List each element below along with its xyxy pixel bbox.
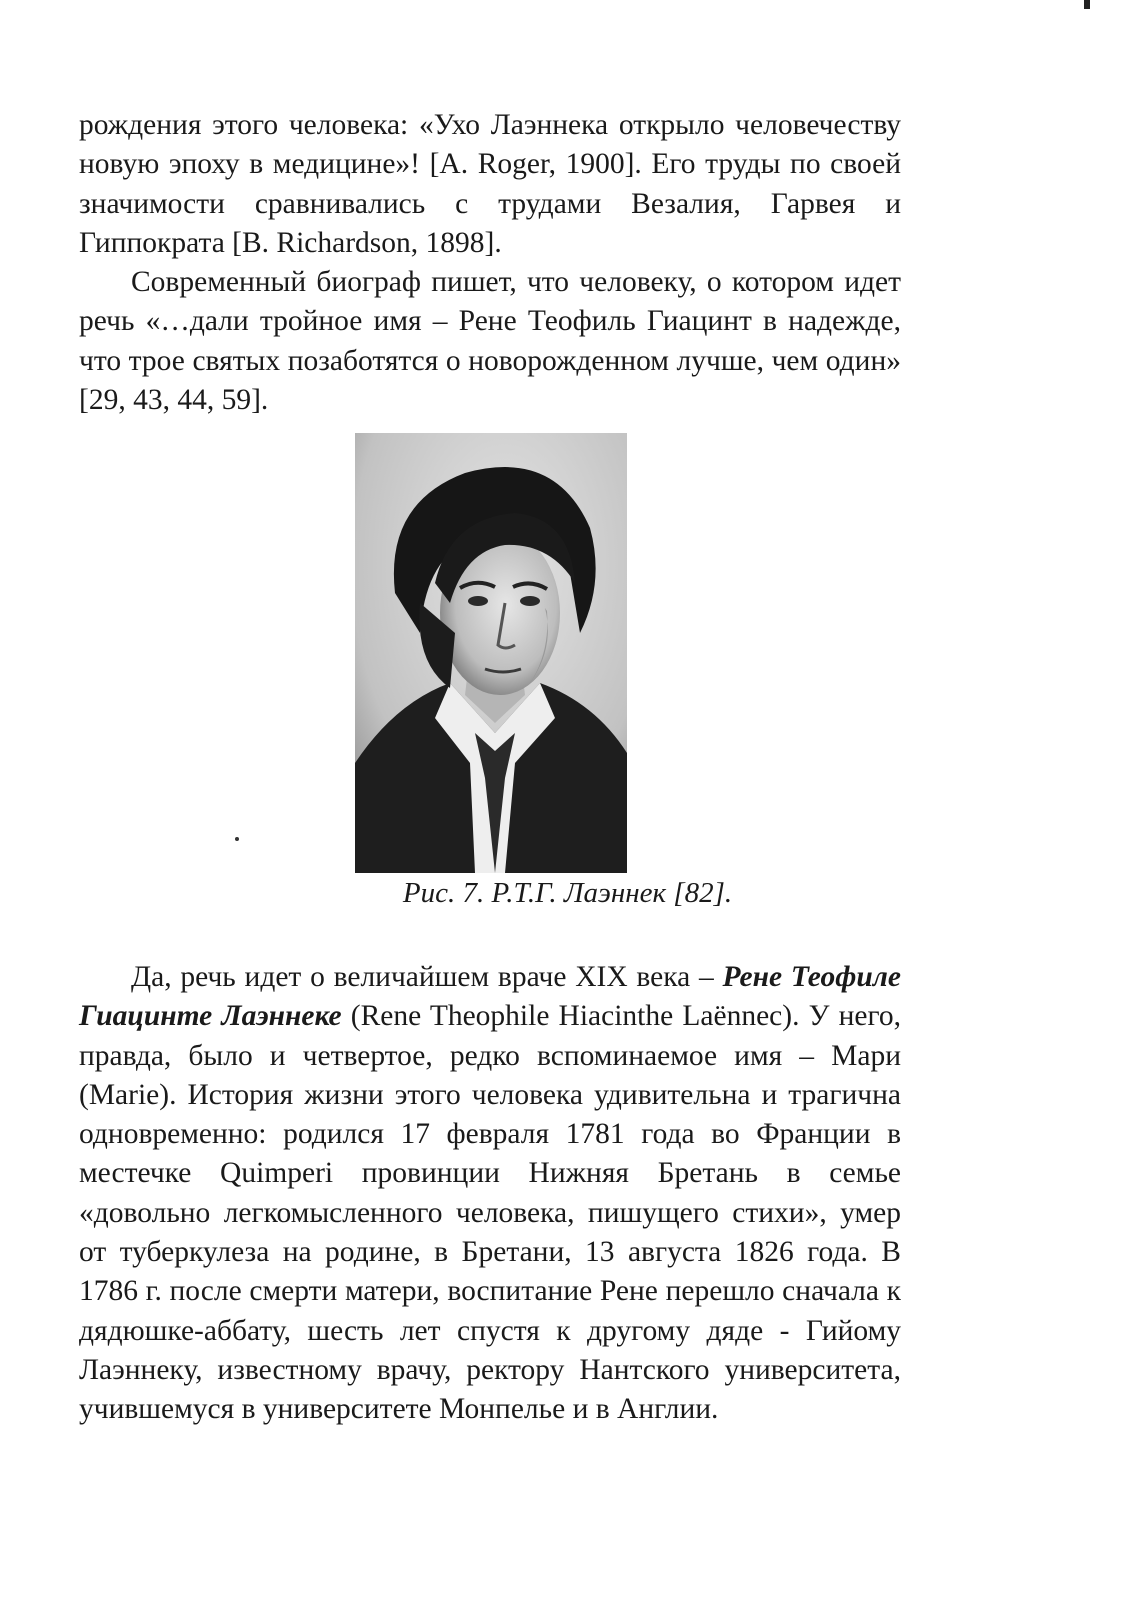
portrait-image — [355, 433, 627, 873]
page-corner-mark — [1084, 0, 1090, 9]
paragraph-2: Современный биограф пишет, что человеку, о котором идет речь «…дали тройное имя – Рене Теофиль Гиацинт в надежде, что трое святых позаботятся о новорожденном лучше, чем один» [29, 43, 44, 59]. — [79, 266, 901, 417]
laennec-full-name: Рене Теофиле Гиацинте Лаэннеке — [79, 961, 901, 1033]
paragraph-1: рождения этого человека: «Ухо Лаэннека открыло человечеству новую эпоху в медицине»! [A. Roger, 1900]. Его труды по своей значимости сравнивались с трудами Везалия, Гарвея и Гиппократа [B. Richardson, 1898]. — [79, 109, 901, 259]
paragraph-3-lead: Да, речь идет о величайшем враче XIX века – — [131, 961, 723, 993]
portrait-figure — [355, 433, 627, 873]
text-block-top — [79, 106, 901, 420]
text-block-bottom — [79, 958, 901, 1430]
print-speck — [235, 837, 239, 841]
paragraph-3-rest: (Rene Theophile Hiacinthe Laënnec). У него, правда, было и четвертое, редко вспоминаемое имя – Мари (Marie). История жизни этого человека удивительна и трагична одновременно: родился 17 февраля 1781 года во Франции в местечке Quimperi провинции Нижняя Бретань в семье «довольно легкомысленного человека, пишущего стихи», умер от туберкулеза на родине, в Бретани, 13 августа 1826 года. В 1786 г. после смерти матери, воспитание Рене перешло сначала к дядюшке-аббату, шесть лет спустя к другому дяде - Гийому Лаэннеку, известному врачу, ректору Нантского университета, учившемуся в университете Монпелье и в Англии. — [79, 1000, 901, 1426]
figure-caption: Рис. 7. Р.Т.Г. Лаэннек [82]. — [402, 877, 733, 909]
paragraph-3 — [79, 958, 901, 1430]
